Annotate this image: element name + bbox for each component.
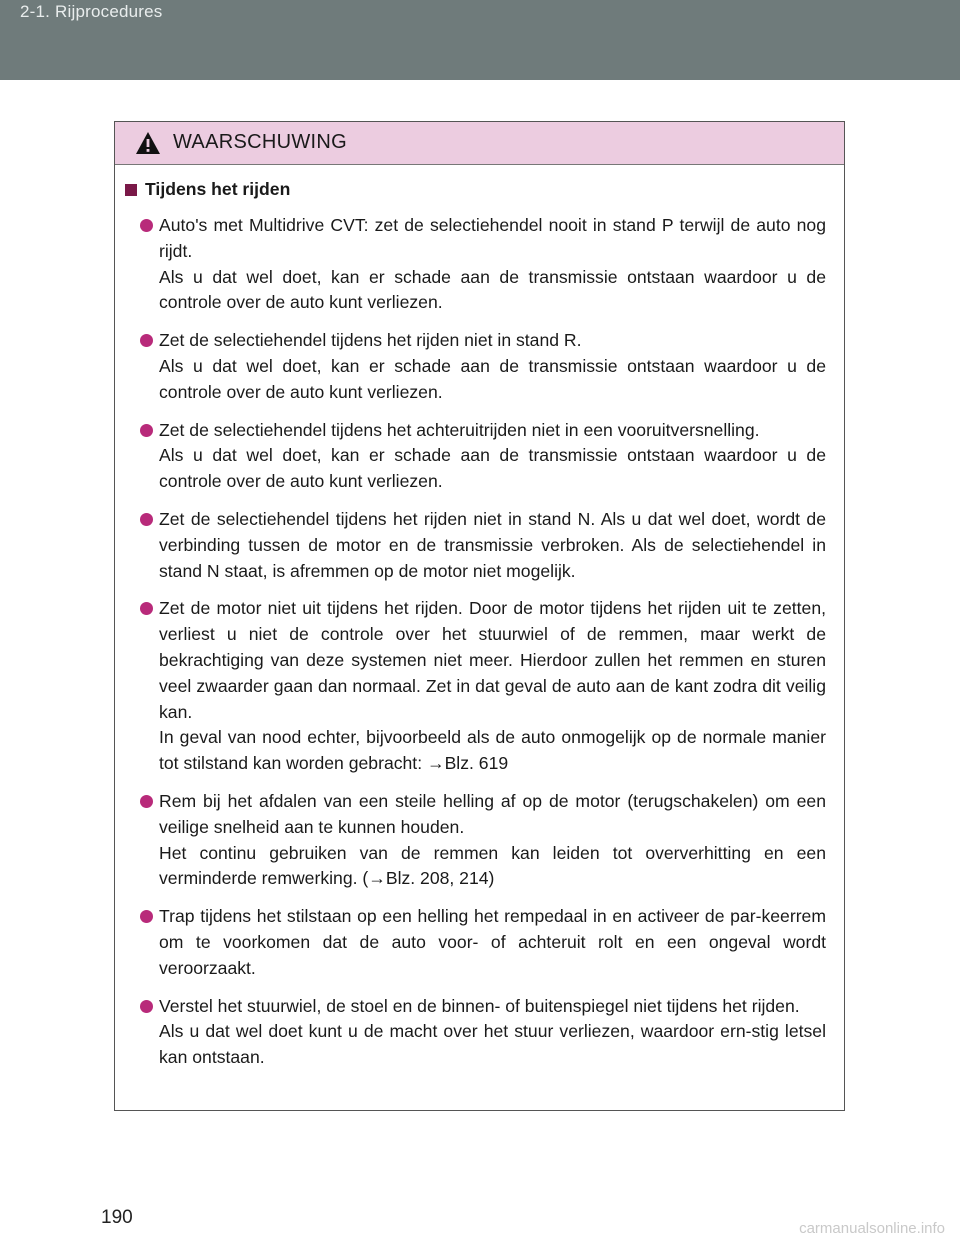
bullet-dot-icon <box>140 910 153 923</box>
item-text: Zet de selectiehendel tijdens het achteruitrijden niet in een vooruitversnelling. <box>159 419 760 440</box>
list-item <box>125 994 826 1071</box>
warning-box <box>114 121 845 1111</box>
list-item <box>125 596 826 777</box>
item-text: Auto's met Multidrive CVT: zet de selectiehendel nooit in stand P terwijl de auto nog rijdt. <box>159 215 826 261</box>
bullet-dot-icon <box>140 334 153 347</box>
list-item <box>125 904 826 981</box>
list-item <box>125 213 826 316</box>
item-text: In geval van nood echter, bijvoorbeeld als de auto onmogelijk op de normale manier tot stilstand kan worden gebracht: →Blz. 619 <box>159 727 826 774</box>
item-text: Rem bij het afdalen van een steile helling af op de motor (terugschakelen) om een veilige snelheid aan te kunnen houden. <box>159 790 826 837</box>
item-text: Verstel het stuurwiel, de stoel en de binnen- of buitenspiegel niet tijdens het rijden. <box>159 995 800 1016</box>
item-text: Trap tijdens het stilstaan op een helling het rempedaal in en activeer de par-keerrem om te voorkomen dat de auto voor- of achteruit rolt en een ongeval wordt veroorzaakt. <box>159 906 826 978</box>
item-text: Zet de motor niet uit tijdens het rijden. Door de motor tijdens het rijden uit te zetten, verliest u niet de controle over het stuurwiel of de remmen, maar werkt de bekrachtiging van deze systemen niet meer. Hierdoor zullen het remmen en sturen veel zwaarder gaan dan normaal. Zet in dat geval de auto aan de kant zodra dit veilig kan. <box>159 598 826 722</box>
watermark: carmanualsonline.info <box>799 1220 945 1237</box>
list-item <box>125 418 826 495</box>
bullet-dot-icon <box>140 602 153 615</box>
item-text: Als u dat wel doet, kan er schade aan de transmissie ontstaan waardoor u de controle over de auto kunt verliezen. <box>159 355 826 402</box>
list-item <box>125 328 826 405</box>
bullet-dot-icon <box>140 795 153 808</box>
chapter-title: 2-1. Rijprocedures <box>20 2 163 21</box>
item-text: Als u dat wel doet, kan er schade aan de transmissie ontstaan waardoor u de controle over de auto kunt verliezen. <box>159 445 826 492</box>
page-number: 190 <box>101 1207 133 1228</box>
square-icon <box>125 184 137 196</box>
item-text: Zet de selectiehendel tijdens het rijden niet in stand R. <box>159 330 582 351</box>
item-text: Het continu gebruiken van de remmen kan leiden tot oververhitting en een verminderde remwerking. (→Blz. 208, 214) <box>159 842 826 889</box>
warning-body <box>115 165 844 1071</box>
warning-title: WAARSCHUWING <box>173 131 347 153</box>
warning-triangle-icon <box>135 131 161 155</box>
bullet-dot-icon <box>140 219 153 232</box>
item-text: Als u dat wel doet, kan er schade aan de transmissie ontstaan waardoor u de controle over de auto kunt verliezen. <box>159 266 826 313</box>
section-title-text: Tijdens het rijden <box>145 179 291 199</box>
section-heading <box>125 179 826 200</box>
bullet-dot-icon <box>140 513 153 526</box>
bullet-dot-icon <box>140 424 153 437</box>
warning-header <box>115 122 844 165</box>
list-item <box>125 507 826 584</box>
item-text: Als u dat wel doet kunt u de macht over het stuur verliezen, waardoor ern-stig letsel kan ontstaan. <box>159 1021 826 1068</box>
header-band <box>0 0 960 80</box>
list-item <box>125 789 826 892</box>
item-text: Zet de selectiehendel tijdens het rijden niet in stand N. Als u dat wel doet, wordt de verbinding tussen de motor en de transmissie verbroken. Als de selectiehendel in stand N staat, is afremmen op de motor niet mogelijk. <box>159 508 826 581</box>
bullet-dot-icon <box>140 1000 153 1013</box>
